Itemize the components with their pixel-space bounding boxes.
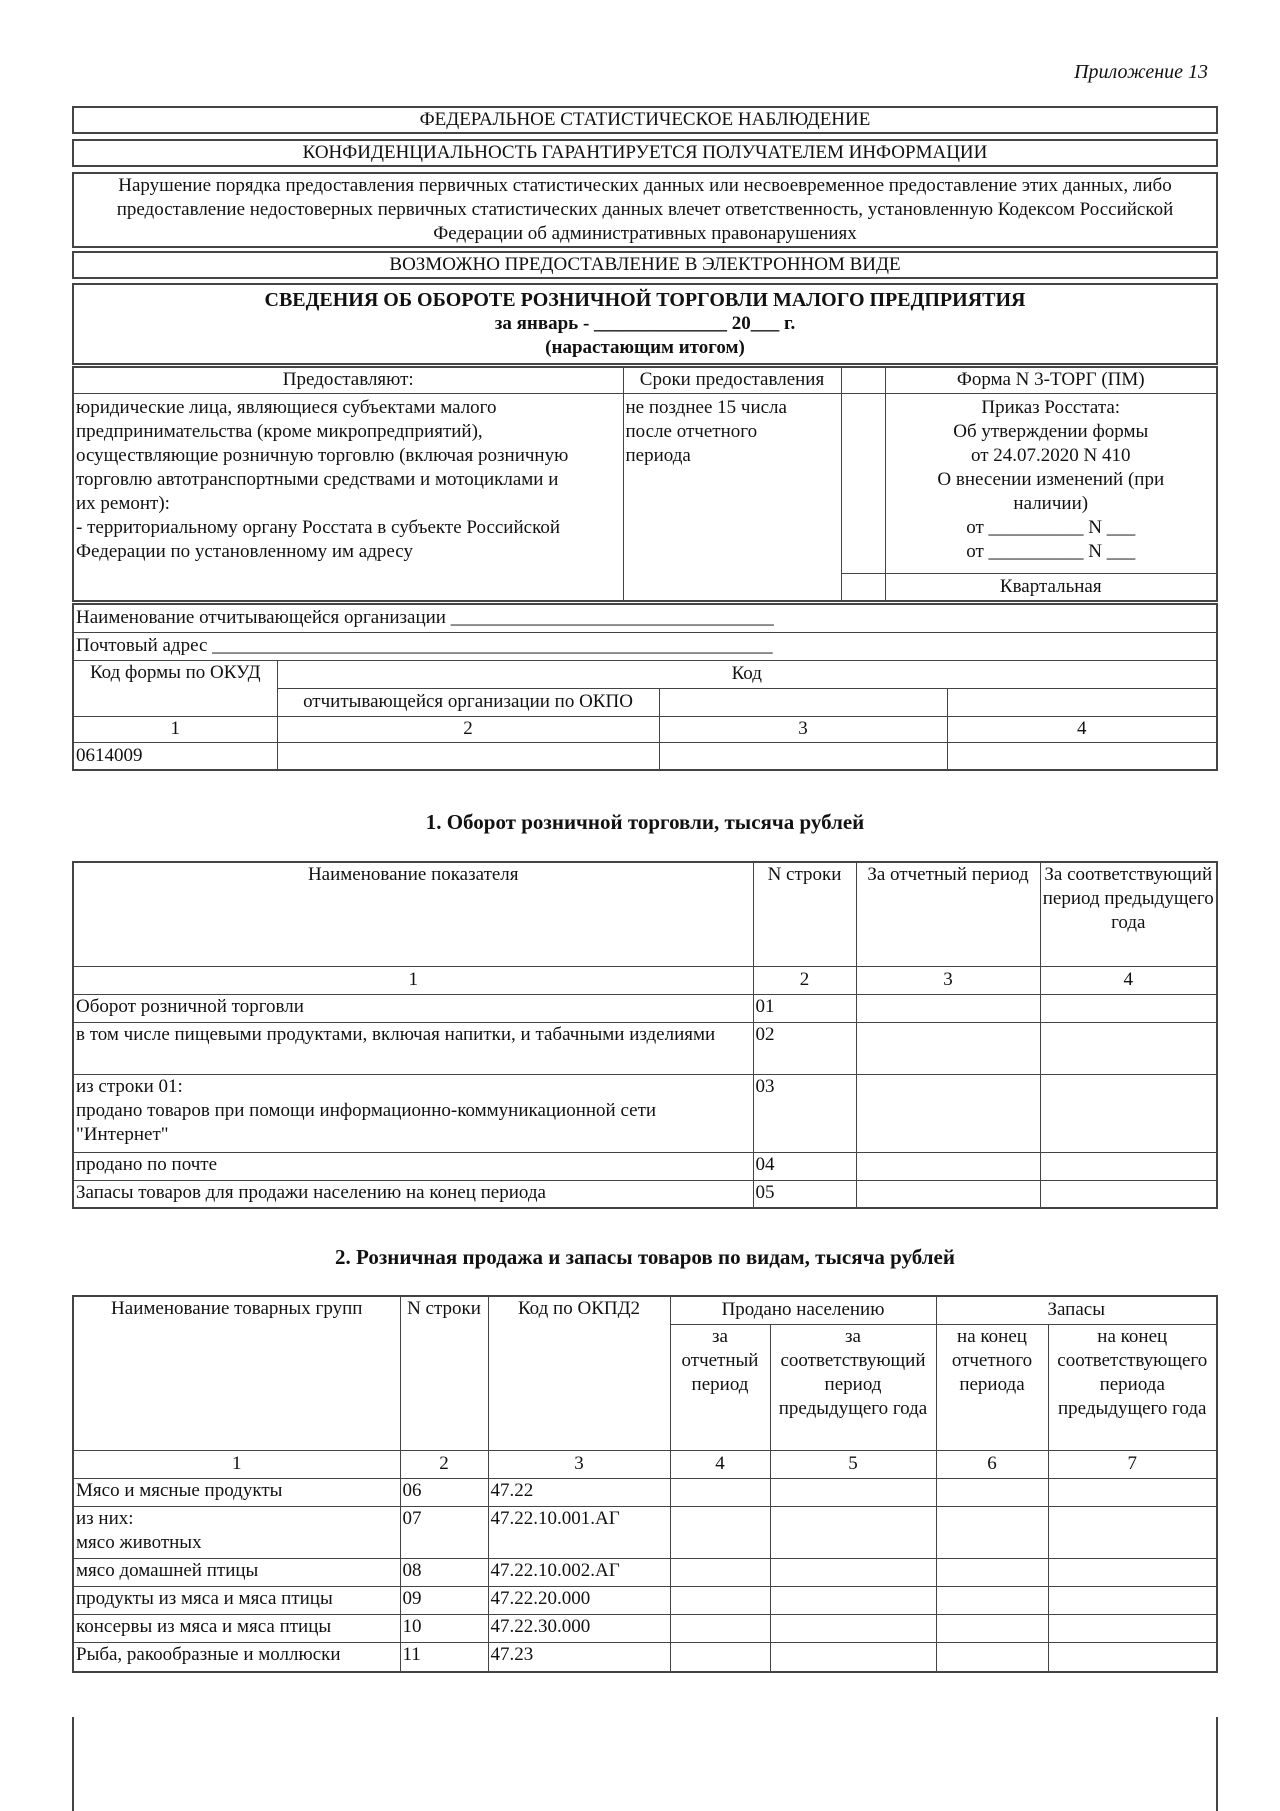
column-number: 2 <box>400 1450 488 1478</box>
s2-header-okpd: Код по ОКПД2 <box>488 1296 670 1450</box>
row-name: из них: мясо животных <box>73 1506 400 1558</box>
s2-header-line: N строки <box>400 1296 488 1450</box>
column-number: 4 <box>1040 966 1217 994</box>
value-cell[interactable] <box>936 1642 1048 1672</box>
section-1-title: 1. Оборот розничной торговли, тысяча рублей <box>425 810 865 834</box>
row-code: 47.22.10.002.АГ <box>488 1558 670 1586</box>
row-line: 08 <box>400 1558 488 1586</box>
value-cell[interactable] <box>770 1558 936 1586</box>
row-code: 47.22.20.000 <box>488 1586 670 1614</box>
okud-value: 0614009 <box>73 742 277 770</box>
row-code: 47.22.30.000 <box>488 1614 670 1642</box>
org-address-field[interactable]: Почтовый адрес ___________________________________________________________ <box>73 632 1217 660</box>
code-label: Код <box>277 660 1217 688</box>
table-row <box>73 994 1217 1022</box>
s2-header-stock-current: на конец отчетного периода <box>936 1324 1048 1450</box>
value-cell[interactable] <box>936 1614 1048 1642</box>
value-cell[interactable] <box>1040 994 1217 1022</box>
row-line: 01 <box>753 994 856 1022</box>
value-cell[interactable] <box>1048 1478 1217 1506</box>
section-2-title: 2. Розничная продажа и запасы товаров по видам, тысяча рублей <box>335 1245 955 1269</box>
s2-header-sold-current: за отчетный период <box>670 1324 770 1450</box>
row-line: 02 <box>753 1022 856 1074</box>
row-line: 09 <box>400 1586 488 1614</box>
org-name-field[interactable]: Наименование отчитывающейся организации __________________________________ <box>73 604 1217 632</box>
row-name: продукты из мяса и мяса птицы <box>73 1586 400 1614</box>
value-cell[interactable] <box>670 1506 770 1558</box>
value-cell[interactable] <box>856 994 1040 1022</box>
value-cell[interactable] <box>1048 1642 1217 1672</box>
row-line: 04 <box>753 1152 856 1180</box>
federal-observation: ФЕДЕРАЛЬНОЕ СТАТИСТИЧЕСКОЕ НАБЛЮДЕНИЕ <box>72 106 1218 134</box>
value-cell[interactable] <box>1040 1022 1217 1074</box>
row-code: 47.23 <box>488 1642 670 1672</box>
value-cell[interactable] <box>936 1506 1048 1558</box>
row-name: Рыба, ракообразные и моллюски <box>73 1642 400 1672</box>
table-row <box>73 1152 1217 1180</box>
code-4-cell[interactable] <box>947 742 1217 770</box>
column-number: 6 <box>936 1450 1048 1478</box>
col-when-header: Сроки предоставления <box>623 367 841 393</box>
value-cell[interactable] <box>770 1642 936 1672</box>
value-cell[interactable] <box>936 1586 1048 1614</box>
deadline-text: не позднее 15 числа после отчетного периода <box>623 393 841 601</box>
value-cell[interactable] <box>670 1478 770 1506</box>
row-name: в том числе пищевыми продуктами, включая напитки, и табачными изделиями <box>73 1022 753 1074</box>
value-cell[interactable] <box>856 1180 1040 1208</box>
section-2-table <box>72 1295 1218 1673</box>
form-title-box <box>72 283 1218 365</box>
s1-header-line: N строки <box>753 862 856 966</box>
value-cell[interactable] <box>1048 1614 1217 1642</box>
table-row <box>73 1180 1217 1208</box>
submitters-text: юридические лица, являющиеся субъектами малого предпринимательства (кроме микропредприятий), осуществляющие розничную торговлю (включая розничную торговлю автотранспортными средствами и мотоциклами и их ремонт): - территориальному органу Росстата в субъекте Российской Федерации по установленному им адресу <box>73 393 623 601</box>
value-cell[interactable] <box>1048 1586 1217 1614</box>
appendix-label: Приложение 13 <box>1074 61 1208 83</box>
row-code: 47.22 <box>488 1478 670 1506</box>
column-number: 1 <box>73 1450 400 1478</box>
value-cell[interactable] <box>670 1586 770 1614</box>
row-line: 10 <box>400 1614 488 1642</box>
value-cell[interactable] <box>1048 1506 1217 1558</box>
row-line: 06 <box>400 1478 488 1506</box>
s2-header-sold-previous: за соответствующий период предыдущего года <box>770 1324 936 1450</box>
value-cell[interactable] <box>1040 1152 1217 1180</box>
column-number: 7 <box>1048 1450 1217 1478</box>
table-row <box>73 1506 1217 1558</box>
value-cell[interactable] <box>770 1478 936 1506</box>
value-cell[interactable] <box>936 1558 1048 1586</box>
table-row <box>73 1074 1217 1152</box>
submission-table <box>72 366 1218 602</box>
value-cell[interactable] <box>856 1074 1040 1152</box>
okpo-label: отчитывающейся организации по ОКПО <box>277 688 659 716</box>
column-number: 3 <box>659 716 947 742</box>
column-number: 2 <box>277 716 659 742</box>
column-number: 4 <box>670 1450 770 1478</box>
column-number: 3 <box>856 966 1040 994</box>
value-cell[interactable] <box>770 1614 936 1642</box>
value-cell[interactable] <box>856 1022 1040 1074</box>
row-name: Оборот розничной торговли <box>73 994 753 1022</box>
empty-cell[interactable] <box>947 688 1217 716</box>
s1-header-name: Наименование показателя <box>73 862 753 966</box>
table-row <box>73 1586 1217 1614</box>
value-cell[interactable] <box>856 1152 1040 1180</box>
value-cell[interactable] <box>770 1506 936 1558</box>
violation-note: Нарушение порядка предоставления первичных статистических данных или несвоевременное предоставление этих данных, либо предоставление недостоверных первичных статистических данных влечет ответственность, установленную Кодексом Российской Федерации об административных правонарушениях <box>72 172 1218 248</box>
value-cell[interactable] <box>1048 1558 1217 1586</box>
column-number: 4 <box>947 716 1217 742</box>
okud-label: Код формы по ОКУД <box>73 660 277 716</box>
column-number: 1 <box>73 716 277 742</box>
table-row <box>73 1558 1217 1586</box>
row-name: Запасы товаров для продажи населению на конец периода <box>73 1180 753 1208</box>
organization-table <box>72 603 1218 771</box>
column-number: 3 <box>488 1450 670 1478</box>
row-name: консервы из мяса и мяса птицы <box>73 1614 400 1642</box>
row-line: 05 <box>753 1180 856 1208</box>
row-code: 47.22.10.001.АГ <box>488 1506 670 1558</box>
okpo-value-cell[interactable] <box>277 742 659 770</box>
value-cell[interactable] <box>770 1586 936 1614</box>
column-number: 5 <box>770 1450 936 1478</box>
row-line: 07 <box>400 1506 488 1558</box>
s2-header-name: Наименование товарных групп <box>73 1296 400 1450</box>
confidentiality-note: КОНФИДЕНЦИАЛЬНОСТЬ ГАРАНТИРУЕТСЯ ПОЛУЧАТЕЛЕМ ИНФОРМАЦИИ <box>72 139 1218 167</box>
row-line: 11 <box>400 1642 488 1672</box>
s1-header-previous: За соответствующий период предыдущего года <box>1040 862 1217 966</box>
value-cell[interactable] <box>670 1558 770 1586</box>
form-cumulative: (нарастающим итогом) <box>545 337 745 358</box>
column-number: 1 <box>73 966 753 994</box>
value-cell[interactable] <box>1040 1180 1217 1208</box>
form-number: Форма N 3-ТОРГ (ПМ) <box>885 367 1217 393</box>
s2-header-stock: Запасы <box>936 1296 1217 1324</box>
s2-header-sold: Продано населению <box>670 1296 936 1324</box>
row-line: 03 <box>753 1074 856 1152</box>
code-3-cell[interactable] <box>659 742 947 770</box>
row-name: из строки 01: продано товаров при помощи информационно-коммуникационной сети "Интернет" <box>73 1074 753 1152</box>
s1-header-current: За отчетный период <box>856 862 1040 966</box>
table-row <box>73 1022 1217 1074</box>
value-cell[interactable] <box>936 1478 1048 1506</box>
section-1-table <box>72 861 1218 1209</box>
value-cell[interactable] <box>670 1614 770 1642</box>
col-who-header: Предоставляют: <box>73 367 623 393</box>
table-row <box>73 1642 1217 1672</box>
electronic-note: ВОЗМОЖНО ПРЕДОСТАВЛЕНИЕ В ЭЛЕКТРОННОМ ВИДЕ <box>72 251 1218 279</box>
frequency: Квартальная <box>885 573 1217 601</box>
s2-header-stock-previous: на конец соответствующего периода предыдущего года <box>1048 1324 1217 1450</box>
table-row <box>73 1478 1217 1506</box>
form-period: за январь - ______________ 20___ г. <box>494 313 796 334</box>
table-continuation <box>72 1717 1218 1811</box>
row-name: Мясо и мясные продукты <box>73 1478 400 1506</box>
row-name: продано по почте <box>73 1152 753 1180</box>
table-row <box>73 1614 1217 1642</box>
value-cell[interactable] <box>1040 1074 1217 1152</box>
column-number: 2 <box>753 966 856 994</box>
form-title: СВЕДЕНИЯ ОБ ОБОРОТЕ РОЗНИЧНОЙ ТОРГОВЛИ МАЛОГО ПРЕДПРИЯТИЯ <box>264 289 1026 311</box>
order-text: Приказ Росстата: Об утверждении формы от 24.07.2020 N 410 О внесении изменений (при наличии) от __________ N ___ от __________ N ___ <box>885 393 1217 573</box>
value-cell[interactable] <box>670 1642 770 1672</box>
okpo-cell[interactable] <box>659 688 947 716</box>
row-name: мясо домашней птицы <box>73 1558 400 1586</box>
